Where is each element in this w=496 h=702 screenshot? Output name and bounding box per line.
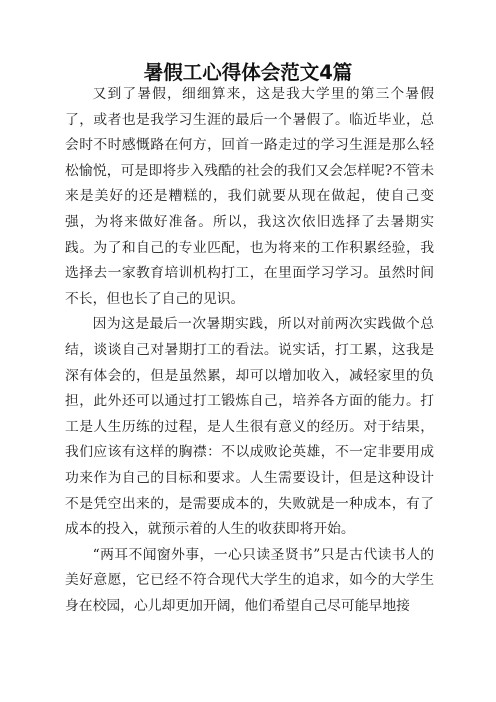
document-title: 暑假工心得体会范文4篇: [143, 61, 353, 84]
paragraph-1: 又到了暑假，细细算来，这是我大学里的第三个暑假了，或者也是我学习生涯的最后一个暑假了。临近毕业，总会时不时感慨路在何方，回首一路走过的学习生涯是那么轻松愉悦，可是即将步入残酷的社会的我们又会怎样呢?不管未来是美好的还是糟糕的，我们就要从现在做起，使自己变强，为将来做好准备。所以，我这次依旧选择了去暑期实践。为了和自己的专业匹配，也为将来的工作积累经验，我选择去一家教育培训机构打工，在里面学习学习。虽然时间不长，但也长了自己的见识。: [65, 86, 434, 307]
paragraph-3: “两耳不闻窗外事，一心只读圣贤书”只是古代读书人的美好意愿，它已经不符合现代大学生的追求，如今的大学生身在校园，心儿却更加开阔，他们希望自己尽可能早地接: [65, 546, 434, 614]
paragraph-2: 因为这是最后一次暑期实践，所以对前两次实践做个总结，谈谈自己对暑期打工的看法。说实话，打工累，这我是深有体会的，但是虽然累，却可以增加收入，减轻家里的负担，此外还可以通过打工锻炼自己，培养各方面的能力。打工是人生历练的过程，是人生很有意义的经历。对于结果，我们应该有这样的胸襟：不以成败论英雄，不一定非要用成功来作为自己的目标和要求。人生需要设计，但是这种设计不是凭空出来的，是需要成本的，失败就是一种成本，有了成本的投入，就预示着的人生的收获即将开始。: [65, 316, 434, 538]
document-body: [65, 82, 434, 619]
